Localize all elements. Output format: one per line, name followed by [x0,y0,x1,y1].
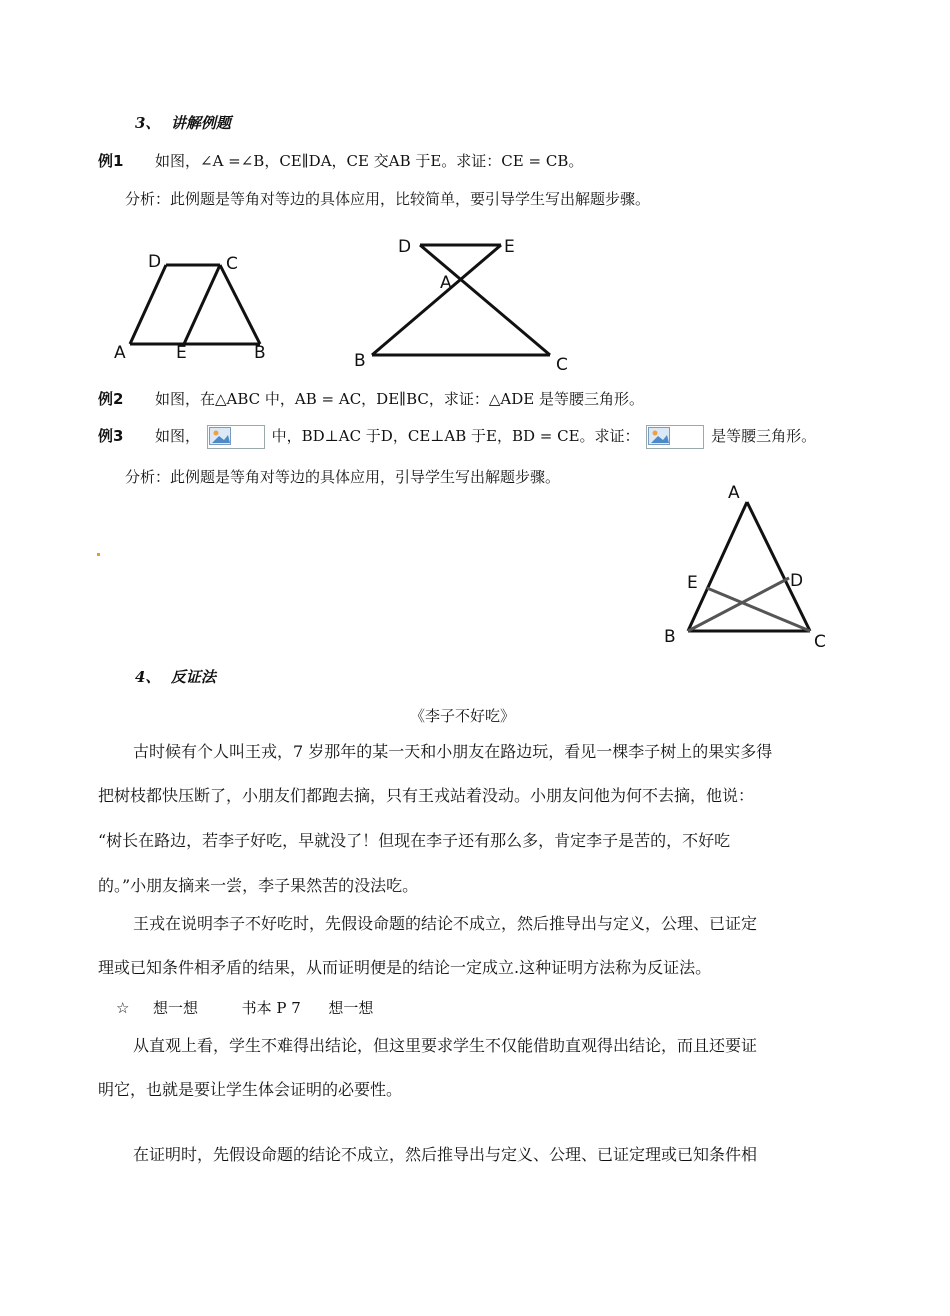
example-3 [98,425,816,449]
label-c: C [556,355,568,375]
example-3-analysis: 分析：此例题是等角对等边的具体应用，引导学生写出解题步骤。 [125,468,561,486]
label-a: A [728,483,740,503]
label-c: C [226,254,238,274]
label-b: B [664,627,676,647]
label-d: D [790,571,804,591]
stray-mark [97,553,100,556]
section-number: 3、 [135,114,161,132]
section-title: 反证法 [170,668,216,686]
story-line-1: 古时候有个人叫王戎，7 岁那年的某一天和小朋友在路边玩，看见一棵李子树上的果实多得 [133,742,773,761]
label-c: C [814,632,826,652]
paragraph-2-line-2: 理或已知条件相矛盾的结果，从而证明便是的结论一定成立.这种证明方法称为反证法。 [98,958,712,977]
label-e: E [176,343,187,363]
label-e: E [687,573,698,593]
star-icon: ☆ [116,999,130,1017]
think-row [116,998,373,1018]
paragraph-2-line-1: 王戎在说明李子不好吃时，先假设命题的结论不成立，然后推导出与定义，公理、已证定 [133,914,758,933]
label-b: B [254,343,266,363]
example-text-2: 中，BD⊥AC 于D，CE⊥AB 于E，BD = CE。求证： [271,427,640,445]
story-title: 《李子不好吃》 [410,707,516,725]
figure-crossed-triangles [350,230,580,375]
example-text-1: 如图， [155,427,201,445]
label-a: A [114,343,126,363]
story-line-4: 的。”小朋友摘来一尝，李子果然苦的没法吃。 [98,876,419,895]
section-3-heading [135,113,231,133]
label-a: A [440,273,452,293]
example-text: 如图，在△ABC 中，AB = AC，DE∥BC，求证：△ADE 是等腰三角形。 [155,390,644,408]
broken-image-icon [646,425,704,449]
paragraph-3-line-2: 明它，也就是要让学生体会证明的必要性。 [98,1080,403,1099]
label-d: D [398,237,412,257]
story-line-2: 把树枝都快压断了，小朋友们都跑去摘，只有王戎站着没动。小朋友问他为何不去摘，他说： [98,786,755,805]
figure-isosceles-triangle [660,480,840,655]
textbook-reference: 书本 P 7 [241,999,301,1017]
section-4-heading [135,667,216,687]
paragraph-3-line-1: 从直观上看，学生不难得出结论，但这里要求学生不仅能借助直观得出结论，而且还要证 [133,1036,758,1055]
example-1-analysis: 分析：此例题是等角对等边的具体应用，比较简单，要引导学生写出解题步骤。 [125,190,651,208]
broken-image-icon [207,425,265,449]
example-1 [98,151,583,171]
example-label: 例2 [98,390,124,408]
example-label: 例1 [98,152,124,170]
label-b: B [354,351,366,371]
figure-trapezoid [108,245,278,365]
example-label: 例3 [98,427,124,445]
think-label-2: 想一想 [328,999,374,1017]
section-title: 讲解例题 [170,114,231,132]
paragraph-4-line-1: 在证明时，先假设命题的结论不成立，然后推导出与定义、公理、已证定理或已知条件相 [133,1145,758,1164]
label-e: E [504,237,515,257]
example-text: 如图，∠A =∠B，CE∥DA，CE 交AB 于E。求证：CE = CB。 [155,152,584,170]
example-2 [98,389,644,409]
example-text-3: 是等腰三角形。 [711,427,817,445]
section-number: 4、 [135,668,161,686]
think-label: 想一想 [153,999,199,1017]
label-d: D [148,252,162,272]
story-line-3: “树长在路边，若李子好吃，早就没了！但现在李子还有那么多，肯定李子是苦的，不好吃 [98,831,731,850]
